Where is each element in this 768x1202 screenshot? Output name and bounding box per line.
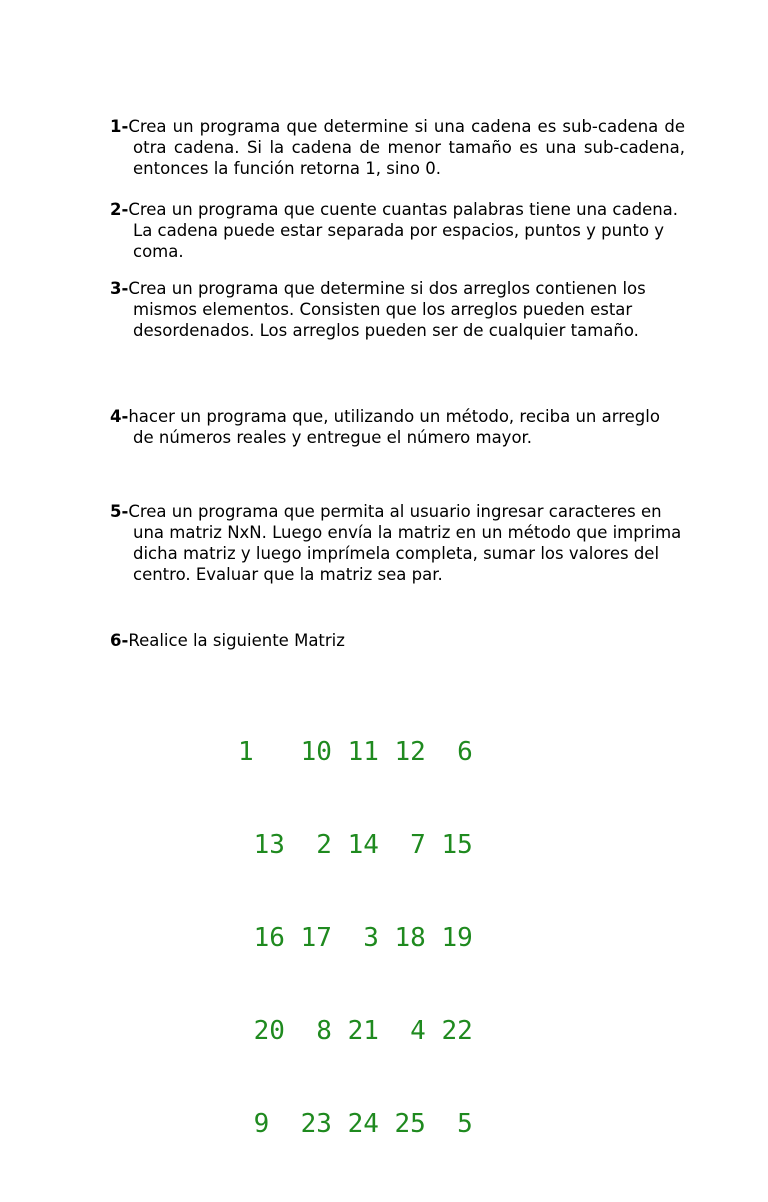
matrix-row: 1 10 11 12 6 <box>238 737 473 767</box>
matrix-row: 9 23 24 25 5 <box>238 1109 473 1139</box>
exercise-4 <box>110 406 685 448</box>
exercise-text: Crea un programa que determine si dos arreglos contienen los mismos elementos. Consisten que los arreglos pueden estar desordenados. Los arreglos pueden ser de cualquier tamaño. <box>128 279 646 340</box>
exercise-3 <box>110 278 685 341</box>
exercise-text: Realice la siguiente Matriz <box>128 631 345 650</box>
exercise-text: Crea un programa que permita al usuario ingresar caracteres en una matriz NxN. Luego envía la matriz en un método que imprima dicha matriz y luego imprímela completa, sumar los valores del centro. Evaluar que la matriz sea par. <box>128 502 682 584</box>
matrix-row: 20 8 21 4 22 <box>238 1016 473 1046</box>
exercise-number: 1- <box>110 117 129 136</box>
exercise-text: Crea un programa que determine si una cadena es sub-cadena de otra cadena. Si la cadena de menor tamaño es una sub-cadena, entonces la función retorna 1, sino 0. <box>128 117 685 178</box>
exercise-6 <box>110 630 685 651</box>
exercise-5 <box>110 501 685 585</box>
exercise-number: 3- <box>110 279 129 298</box>
number-matrix <box>238 675 473 1202</box>
matrix-row: 16 17 3 18 19 <box>238 923 473 953</box>
exercise-text: hacer un programa que, utilizando un método, reciba un arreglo de números reales y entregue el número mayor. <box>128 407 660 447</box>
exercise-2 <box>110 199 685 262</box>
exercise-number: 5- <box>110 502 129 521</box>
exercise-1 <box>110 116 685 179</box>
exercise-text: Crea un programa que cuente cuantas palabras tiene una cadena. La cadena puede estar separada por espacios, puntos y punto y coma. <box>128 200 679 261</box>
matrix-row: 13 2 14 7 15 <box>238 830 473 860</box>
exercise-number: 2- <box>110 200 129 219</box>
exercise-number: 6- <box>110 631 129 650</box>
exercise-number: 4- <box>110 407 129 426</box>
